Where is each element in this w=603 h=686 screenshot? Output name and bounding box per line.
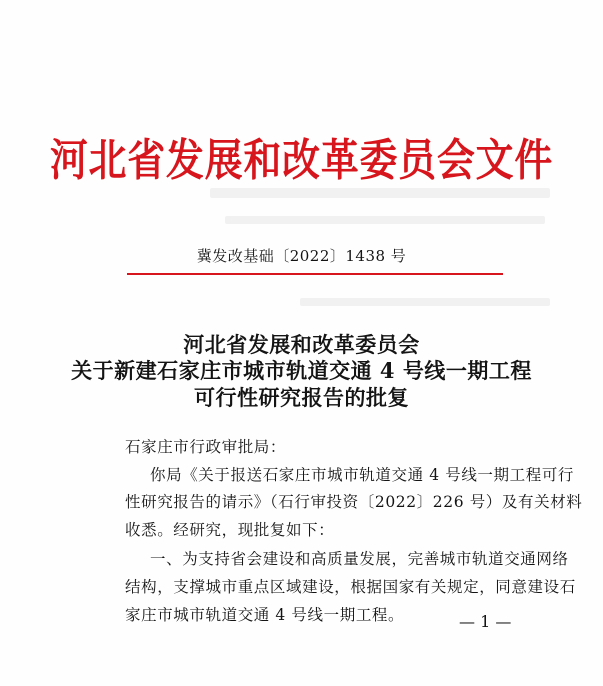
document-number: 冀发改基础〔2022〕1438 号 xyxy=(196,247,407,265)
paragraph-2-line: 结构，支撑城市重点区域建设，根据国家有关规定，同意建设石 xyxy=(125,578,576,596)
bleed-through-shadow xyxy=(300,298,550,306)
paragraph-2-line: 一、为支持省会建设和高质量发展，完善城市轨道交通网络 xyxy=(150,550,569,568)
masthead-title: 河北省发展和改革委员会文件 xyxy=(49,135,554,186)
document-title-line-3: 可行性研究报告的批复 xyxy=(194,385,409,410)
paragraph-1-line: 收悉。经研究，现批复如下： xyxy=(125,521,335,539)
paragraph-2-line: 家庄市城市轨道交通 4 号线一期工程。 xyxy=(125,606,405,624)
document-title-line-2: 关于新建石家庄市城市轨道交通 4 号线一期工程 xyxy=(71,358,532,383)
bleed-through-shadow xyxy=(210,188,550,198)
paragraph-1-line: 性研究报告的请示》（石行审投资〔2022〕226 号）及有关材料 xyxy=(125,493,583,511)
document-title-line-1: 河北省发展和改革委员会 xyxy=(183,332,420,357)
page-number: — 1 — xyxy=(459,612,512,631)
paragraph-1-line: 你局《关于报送石家庄市城市轨道交通 4 号线一期工程可行 xyxy=(150,466,575,484)
red-divider-rule xyxy=(127,273,503,275)
addressee: 石家庄市行政审批局： xyxy=(125,438,287,456)
bleed-through-shadow xyxy=(225,216,545,224)
